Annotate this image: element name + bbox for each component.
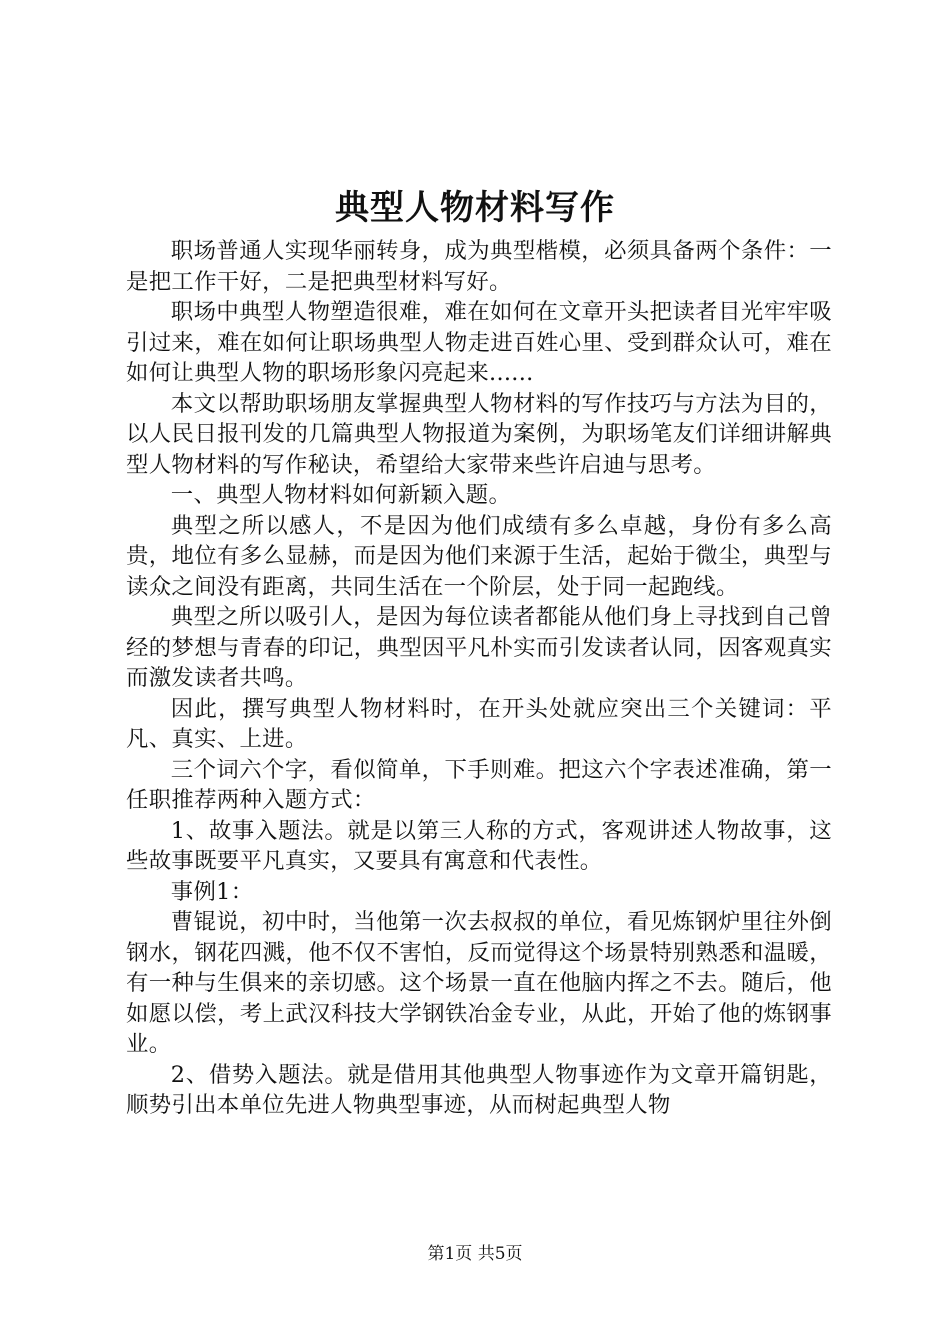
paragraph: 三个词六个字，看似简单，下手则难。把这六个字表述准确，第一任职推荐两种入题方式： — [126, 756, 832, 813]
paragraph: 1、故事入题法。就是以第三人称的方式，客观讲述人物故事，这些故事既要平凡真实，又要具有寓意和代表性。 — [126, 817, 832, 874]
section-heading: 一、典型人物材料如何新颖入题。 — [170, 482, 512, 508]
paragraph: 本文以帮助职场朋友掌握典型人物材料的写作技巧与方法为目的，以人民日报刊发的几篇典型人物报道为案例，为职场笔友们详细讲解典型人物材料的写作秘诀，希望给大家带来些许启迪与思考。 — [126, 390, 832, 478]
page-number: 第1页 共5页 — [427, 1244, 523, 1264]
paragraph: 职场普通人实现华丽转身，成为典型楷模，必须具备两个条件：一是把工作干好，二是把典型材料写好。 — [126, 238, 832, 295]
example-label: 事例1： — [170, 878, 254, 905]
paragraph: 2、借势入题法。就是借用其他典型人物事迹作为文章开篇钥匙，顺势引出本单位先进人物典型事迹，从而树起典型人物 — [126, 1061, 832, 1118]
paragraph: 曹锟说，初中时，当他第一次去叔叔的单位，看见炼钢炉里往外倒钢水，钢花四溅，他不仅不害怕，反而觉得这个场景特别熟悉和温暖，有一种与生俱来的亲切感。这个场景一直在他脑内挥之不去。随后，他如愿以偿，考上武汉科技大学钢铁冶金专业，从此，开始了他的炼钢事业。 — [126, 909, 832, 1057]
document-body — [126, 236, 832, 1121]
paragraph: 典型之所以吸引人，是因为每位读者都能从他们身上寻找到自己曾经的梦想与青春的印记，典型因平凡朴实而引发读者认同，因客观真实而激发读者共鸣。 — [126, 604, 832, 691]
document-title: 典型人物材料写作 — [335, 188, 615, 228]
paragraph: 典型之所以感人，不是因为他们成绩有多么卓越，身份有多么高贵，地位有多么显赫，而是因为他们来源于生活，起始于微尘，典型与读众之间没有距离，共同生活在一个阶层，处于同一起跑线。 — [126, 512, 832, 600]
paragraph: 因此，撰写典型人物材料时，在开头处就应突出三个关键词：平凡、真实、上进。 — [126, 695, 832, 752]
paragraph: 职场中典型人物塑造很难，难在如何在文章开头把读者目光牢牢吸引过来，难在如何让职场典型人物走进百姓心里、受到群众认可，难在如何让典型人物的职场形象闪亮起来...... — [126, 299, 832, 386]
